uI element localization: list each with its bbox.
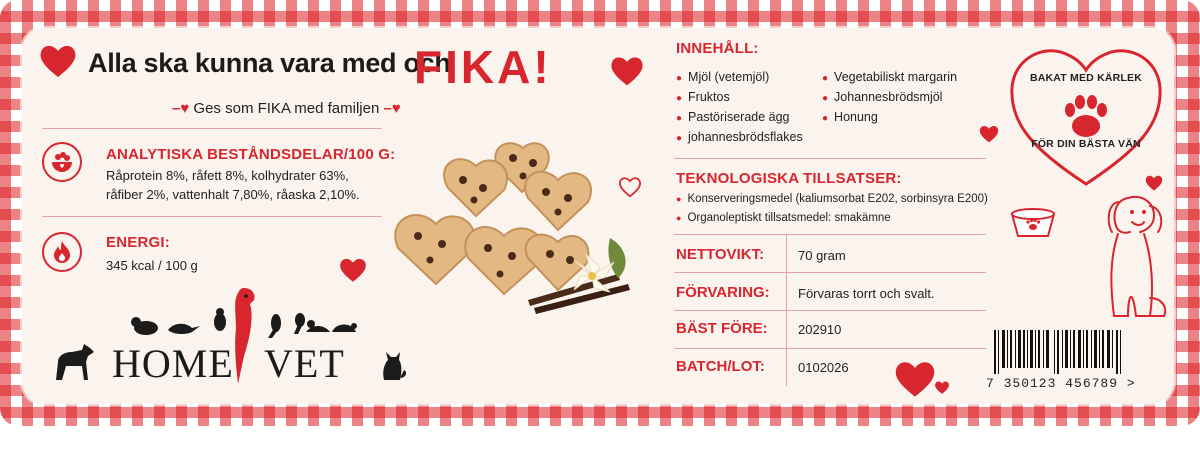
brand-name-right: VET (264, 341, 345, 386)
energy-value: 345 kcal / 100 g (106, 258, 198, 273)
analytics-heading: ANALYTISKA BESTÅNDSDELAR/100 G: (106, 146, 396, 163)
heart-dash-icon: –♥ (383, 100, 401, 117)
dog-drawing-icon (1088, 188, 1174, 328)
title-highlight: FIKA! (414, 41, 552, 93)
heart-icon (38, 42, 78, 80)
energy-heading: ENERGI: (106, 234, 170, 251)
subtitle (172, 100, 401, 117)
heart-icon (934, 380, 950, 395)
dog-silhouette-icon (48, 340, 96, 382)
divider (42, 216, 382, 217)
divider (674, 234, 986, 235)
analytics-line: råfiber 2%, vattenhalt 7,80%, råaska 2,10%. (106, 187, 360, 202)
ingredient-item: ● Fruktos (676, 90, 730, 104)
netweight-value: 70 gram (798, 248, 846, 263)
netweight-label: NETTOVIKT: (676, 246, 765, 263)
additives-heading: TEKNOLOGISKA TILLSATSER: (676, 170, 902, 187)
additives-list (676, 190, 996, 228)
barcode-number: 7 350123 456789 > (986, 376, 1136, 391)
ingredients-heading: INNEHÅLL: (676, 40, 759, 57)
divider (674, 158, 986, 159)
bestbefore-value: 202910 (798, 322, 842, 337)
stamp-top-text: BAKAT MED KÄRLEK (1029, 72, 1143, 84)
batch-value: 0102026 (798, 360, 849, 375)
brand-name-left: HOME (112, 341, 234, 386)
label-panel (22, 28, 1174, 404)
dog-bowl-icon (1008, 204, 1058, 240)
additive-item: ● Organoleptiskt tillsatsmedel: smakämne (676, 212, 891, 224)
ingredient-item: ● Honung (822, 110, 878, 124)
divider (42, 128, 382, 129)
divider (674, 348, 986, 349)
barcode (992, 330, 1132, 374)
stamp-bottom-text: FÖR DIN BÄSTA VÄN (1031, 138, 1141, 150)
heart-stamp-icon (1004, 40, 1168, 190)
ingredients-col2 (822, 68, 992, 128)
analytics-line: Råprotein 8%, råfett 8%, kolhydrater 63%, (106, 168, 349, 183)
storage-value: Förvaras torrt och svalt. (798, 286, 935, 301)
divider (674, 272, 986, 273)
ingredients-col1 (676, 68, 826, 148)
heart-icon (338, 256, 368, 284)
flame-icon (42, 232, 82, 272)
ingredient-item: ● Vegetabiliskt margarin (822, 70, 958, 84)
heart-outline-icon (618, 176, 642, 198)
cookies-image (378, 108, 638, 328)
batch-label: BATCH/LOT: (676, 358, 765, 375)
storage-label: FÖRVARING: (676, 284, 770, 301)
ingredient-item: ● johannesbrödsflakes (676, 130, 803, 144)
ingredient-item: ● Mjöl (vetemjöl) (676, 70, 770, 84)
bestbefore-label: BÄST FÖRE: (676, 320, 768, 337)
subtitle-text: Ges som FIKA med familjen (193, 100, 380, 117)
parrot-icon (228, 286, 260, 386)
bowl-icon (42, 142, 82, 182)
divider (674, 310, 986, 311)
heart-icon (608, 54, 646, 88)
additive-item: ● Konserveringsmedel (kaliumsorbat E202, sorbinsyra E200) (676, 193, 988, 205)
title-text: Alla ska kunna vara med och (88, 48, 451, 78)
ingredient-item: ● Pastöriserade ägg (676, 110, 790, 124)
heart-icon (892, 358, 938, 400)
cat-silhouette-icon (378, 350, 410, 382)
heart-icon (978, 124, 1000, 144)
ingredient-item: ● Johannesbrödsmjöl (822, 90, 943, 104)
heart-dash-icon: –♥ (172, 100, 190, 117)
